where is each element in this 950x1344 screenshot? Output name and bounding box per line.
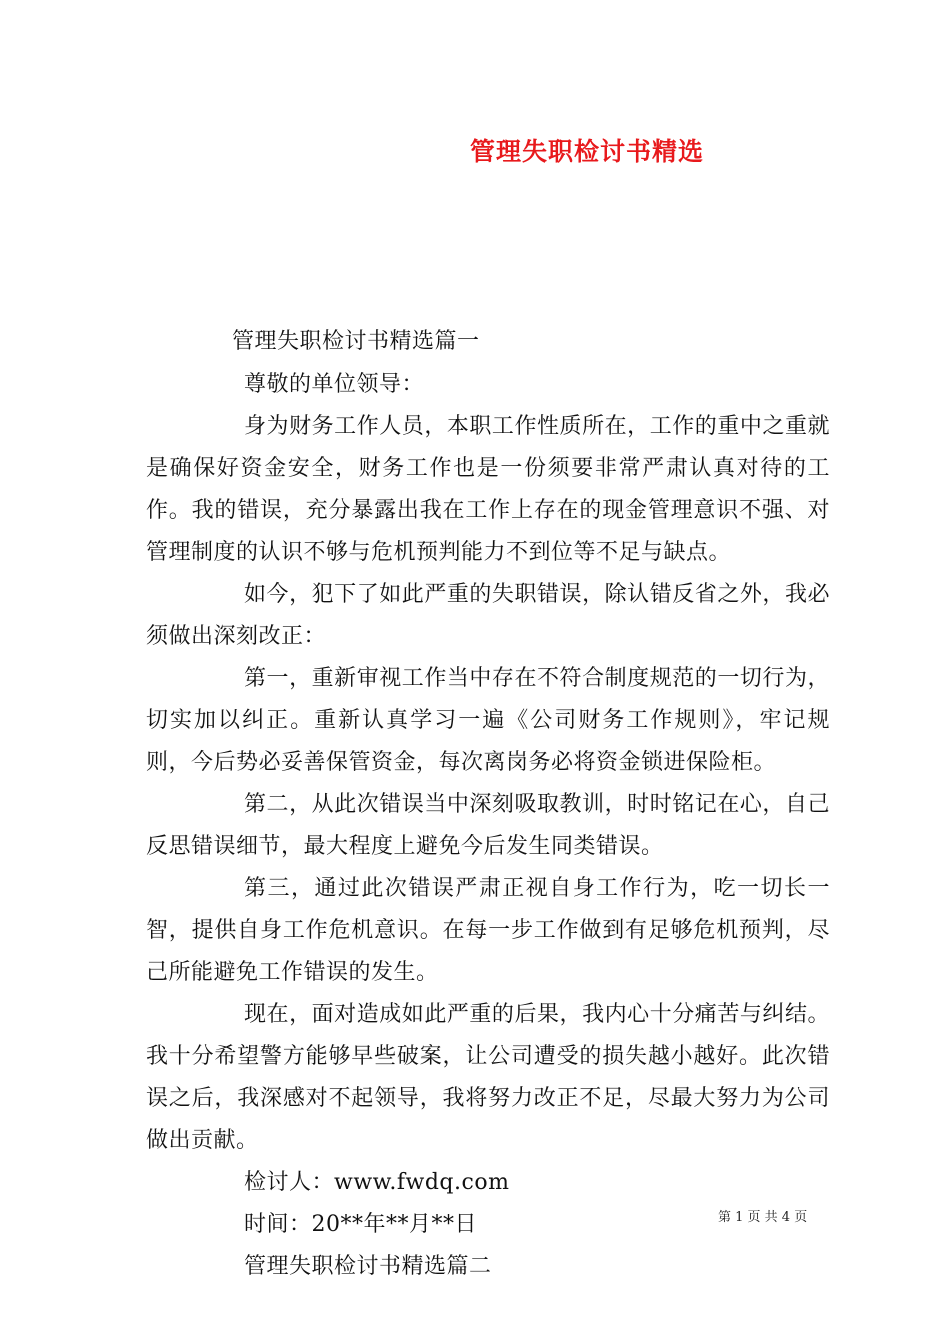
paragraph-1: 身为财务工作人员，本职工作性质所在，工作的重中之重就是确保好资金安全，财务工作也是一份须要非常严肃认真对待的工作。我的错误，充分暴露出我在工作上存在的现金管理意识不强、对管理制度的认识不够与危机预判能力不到位等不足与缺点。 bbox=[146, 414, 830, 565]
paragraph-2: 如今，犯下了如此严重的失职错误，除认错反省之外，我必须做出深刻改正： bbox=[146, 582, 830, 649]
paragraph-5: 第三，通过此次错误严肃正视自身工作行为，吃一切长一智，提供自身工作危机意识。在每一步工作做到有足够危机预判，尽己所能避免工作错误的发生。 bbox=[146, 876, 830, 985]
section-heading-1: 管理失职检讨书精选篇一 bbox=[232, 329, 480, 354]
date-line: 时间：20**年**月**日 bbox=[244, 1212, 477, 1237]
page-indicator: 第 1 页 共 4 页 bbox=[718, 1210, 808, 1225]
signature: 检讨人：www.fwdq.com bbox=[244, 1170, 510, 1195]
paragraph-6: 现在，面对造成如此严重的后果，我内心十分痛苦与纠结。我十分希望警方能够早些破案，让公司遭受的损失越小越好。此次错误之后，我深感对不起领导，我将努力改正不足，尽最大努力为公司做出贡献。 bbox=[146, 1002, 830, 1153]
section-heading-2: 管理失职检讨书精选篇二 bbox=[244, 1254, 492, 1279]
paragraph-3: 第一，重新审视工作当中存在不符合制度规范的一切行为，切实加以纠正。重新认真学习一遍《公司财务工作规则》，牢记规则，今后势必妥善保管资金，每次离岗务必将资金锁进保险柜。 bbox=[146, 666, 830, 775]
document-body bbox=[146, 364, 830, 1288]
salutation: 尊敬的单位领导： bbox=[244, 372, 425, 397]
document-title: 管理失职检讨书精选 bbox=[470, 137, 705, 166]
paragraph-4: 第二，从此次错误当中深刻吸取教训，时时铭记在心，自己反思错误细节，最大程度上避免今后发生同类错误。 bbox=[146, 792, 830, 859]
